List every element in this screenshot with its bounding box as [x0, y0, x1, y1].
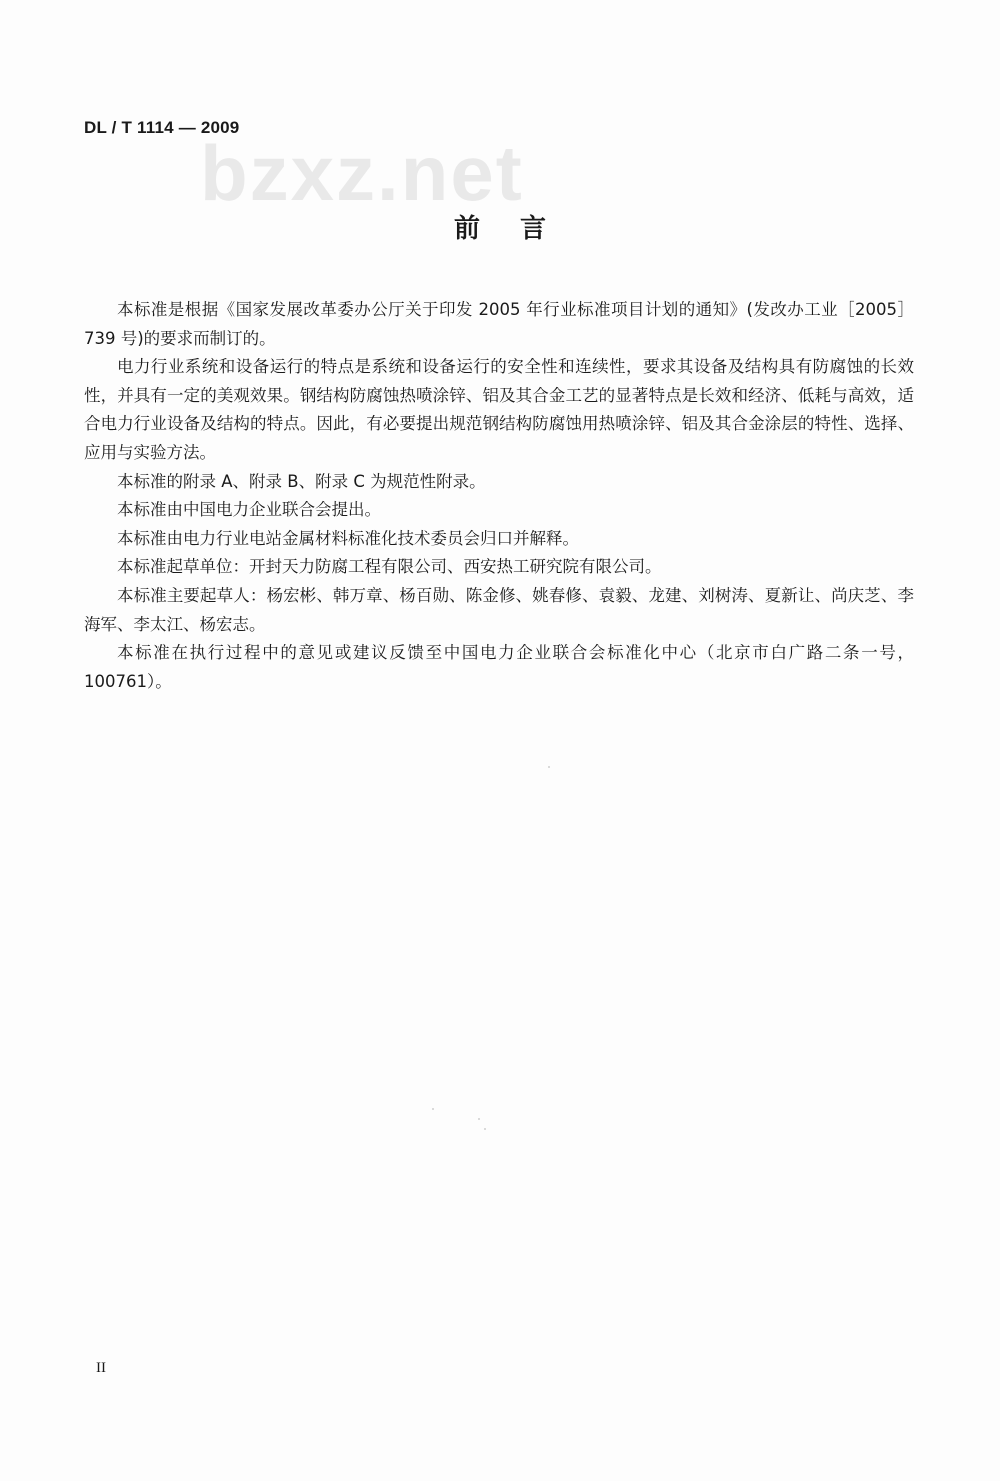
scan-speck — [478, 1118, 480, 1120]
watermark: bzxz.net — [200, 129, 524, 217]
paragraph: 本标准在执行过程中的意见或建议反馈至中国电力企业联合会标准化中心（北京市白广路二条一号，100761）。 — [84, 643, 914, 691]
scan-speck — [548, 766, 550, 768]
page-title: 前言 — [453, 214, 586, 244]
paragraph: 本标准主要起草人：杨宏彬、韩万章、杨百勋、陈金修、姚春修、袁毅、龙建、刘树涛、夏新让、尚庆芝、李海军、李太江、杨宏志。 — [84, 585, 914, 634]
scan-speck — [484, 1128, 486, 1130]
page-number: II — [96, 1360, 106, 1376]
paragraph: 本标准起草单位：开封天力防腐工程有限公司、西安热工研究院有限公司。 — [117, 557, 662, 577]
paragraph: 本标准是根据《国家发展改革委办公厅关于印发 2005 年行业标准项目计划的通知》(发改办工业［2005］739 号)的要求而制订的。 — [84, 300, 914, 348]
foreword-body — [84, 296, 914, 696]
scan-speck — [432, 1108, 434, 1110]
paragraph: 本标准由电力行业电站金属材料标准化技术委员会归口并解释。 — [117, 528, 579, 548]
paragraph: 本标准由中国电力企业联合会提出。 — [117, 500, 381, 520]
paragraph: 本标准的附录 A、附录 B、附录 C 为规范性附录。 — [117, 471, 486, 491]
standard-code: DL / T 1114 — 2009 — [84, 118, 240, 137]
paragraph: 电力行业系统和设备运行的特点是系统和设备运行的安全性和连续性，要求其设备及结构具有防腐蚀的长效性，并具有一定的美观效果。钢结构防腐蚀热喷涂锌、铝及其合金工艺的显著特点是长效和经济、低耗与高效，适合电力行业设备及结构的特点。因此，有必要提出规范钢结构防腐蚀用热喷涂锌、铝及其合金涂层的特性、选择、应用与实验方法。 — [84, 357, 914, 462]
